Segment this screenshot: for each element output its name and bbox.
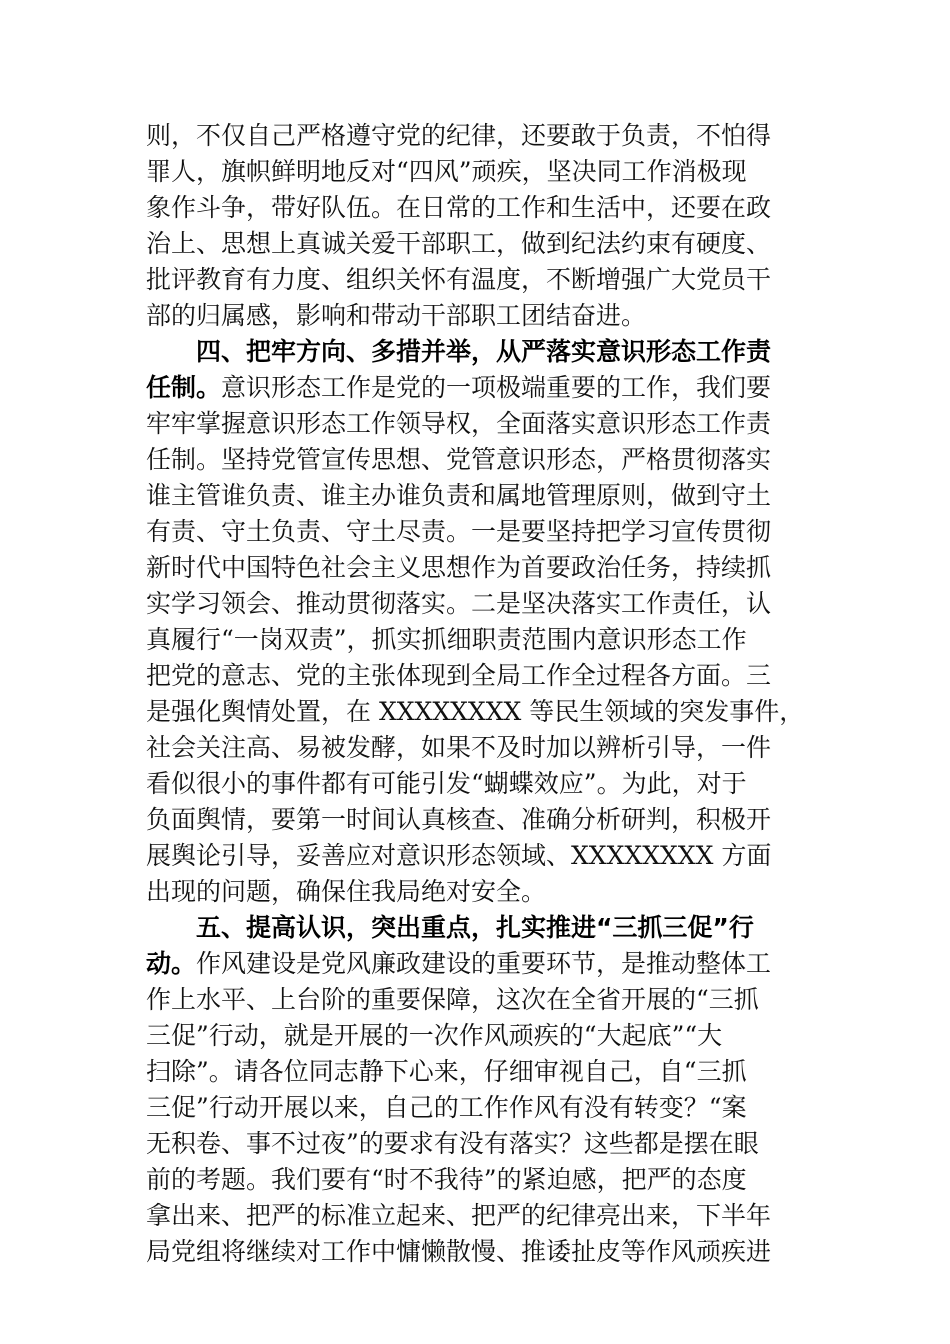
text-line: 把党的意志、党的主张体现到全局工作全过程各方面。三 (146, 661, 772, 690)
text-line: 治上、思想上真诚关爱干部职工，做到纪法约束有硬度、 (146, 229, 772, 258)
text-line: 是强化舆情处置，在 XXXXXXXX 等民生领域的突发事件， (146, 697, 805, 726)
text-line: 展舆论引导，妥善应对意识形态领域、XXXXXXXX 方面 (146, 841, 772, 870)
text-line: 作上水平、上台阶的重要保障，这次在全省开展的“三抓 (146, 985, 759, 1014)
text-line: 无积卷、事不过夜”的要求有没有落实？这些都是摆在眼 (146, 1129, 759, 1158)
text-line: 有责、守土负责、守土尽责。一是要坚持把学习宣传贯彻 (146, 517, 772, 546)
text-line: 任制。坚持党管宣传思想、党管意识形态，严格贯彻落实 (146, 445, 772, 474)
text-line: 罪人，旗帜鲜明地反对“四风”顽疾，坚决同工作消极现 (146, 157, 747, 186)
text-line: 象作斗争，带好队伍。在日常的工作和生活中，还要在政 (146, 193, 772, 222)
section-heading-5: 五、提高认识，突出重点，扎实推进“三抓三促”行 (196, 913, 754, 942)
text-line: 新时代中国特色社会主义思想作为首要政治任务，持续抓 (146, 553, 772, 582)
text-line: 三促”行动，就是开展的一次作风顽疾的“大起底”“大 (146, 1021, 723, 1050)
text-line: 任制。意识形态工作是党的一项极端重要的工作，我们要 (146, 373, 772, 402)
text-line: 动。作风建设是党风廉政建设的重要环节，是推动整体工 (146, 949, 772, 978)
text-line: 看似很小的事件都有可能引发“蝴蝶效应”。为此，对于 (146, 769, 747, 798)
text-line: 实学习领会、推动贯彻落实。二是坚决落实工作责任，认 (146, 589, 772, 618)
text-line: 谁主管谁负责、谁主办谁负责和属地管理原则，做到守土 (146, 481, 772, 510)
text-line: 局党组将继续对工作中慵懒散慢、推诿扯皮等作风顽疾进 (146, 1237, 772, 1266)
section-heading-4: 四、把牢方向、多措并举，从严落实意识形态工作责 (196, 337, 772, 366)
text-line: 出现的问题，确保住我局绝对安全。 (146, 877, 547, 906)
text-line: 三促”行动开展以来，自己的工作作风有没有转变？“案 (146, 1093, 747, 1122)
text-line: 前的考题。我们要有“时不我待”的紧迫感，把严的态度 (146, 1165, 747, 1194)
text-line: 社会关注高、易被发酵，如果不及时加以辨析引导，一件 (146, 733, 772, 762)
text-line: 负面舆情，要第一时间认真核查、准确分析研判，积极开 (146, 805, 772, 834)
text-line: 则，不仅自己严格遵守党的纪律，还要敢于负责，不怕得 (146, 121, 772, 150)
text-line: 批评教育有力度、组织关怀有温度，不断增强广大党员干 (146, 265, 772, 294)
text-line: 扫除”。请各位同志静下心来，仔细审视自己，自“三抓 (146, 1057, 747, 1086)
text-line: 部的归属感，影响和带动干部职工团结奋进。 (146, 301, 647, 330)
text-line: 牢牢掌握意识形态工作领导权，全面落实意识形态工作责 (146, 409, 772, 438)
text-line: 拿出来、把严的标准立起来、把严的纪律亮出来，下半年 (146, 1201, 772, 1230)
text-line: 真履行“一岗双责”，抓实抓细职责范围内意识形态工作 (146, 625, 747, 654)
